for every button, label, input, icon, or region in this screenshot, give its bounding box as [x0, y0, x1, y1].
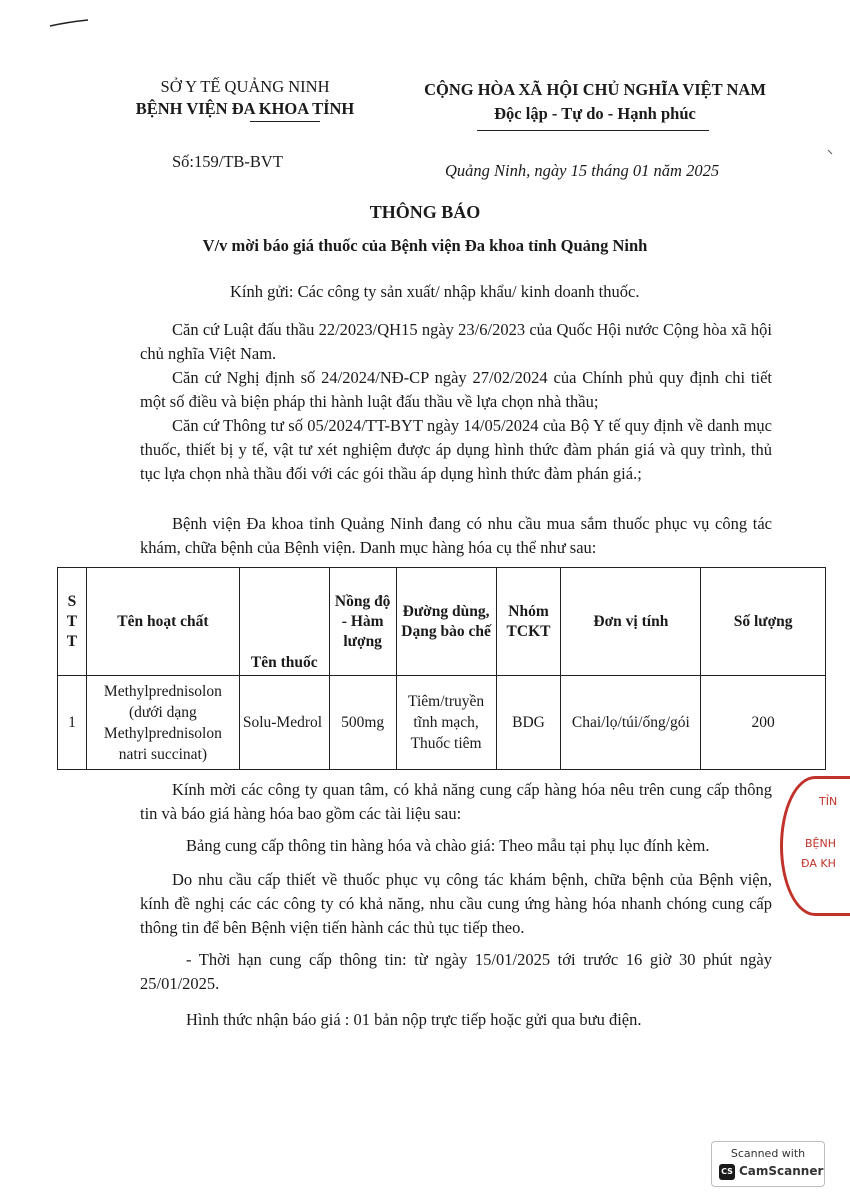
goods-table [57, 567, 826, 770]
greeting: Kính gửi: Các công ty sản xuất/ nhập khẩu/ kinh doanh thuốc. [230, 282, 640, 301]
paragraph-legal-basis-1: Căn cứ Luật đấu thầu 22/2023/QH15 ngày 23/6/2023 của Quốc Hội nước Cộng hòa xã hội chủ nghĩa Việt Nam. [140, 320, 772, 363]
official-stamp [780, 776, 850, 916]
cell-active-ingredient: Methylprednisolon (dưới dạng Methylprednisolon natri succinat) [86, 676, 239, 770]
national-header [395, 78, 795, 126]
issuer-hospital: BỆNH VIỆN ĐA KHOA TỈNH [135, 99, 355, 118]
cell-quantity: 200 [701, 676, 826, 770]
scanned-with-label: Scanned with [730, 1147, 806, 1160]
header-quantity: Số lượng [701, 568, 826, 676]
header-drug-name: Tên thuốc [239, 568, 329, 676]
issuer-block [95, 76, 395, 120]
paragraph-legal-basis-3: Căn cứ Thông tư số 05/2024/TT-BYT ngày 14/05/2024 của Bộ Y tế quy định về danh mục thuốc, thiết bị y tế, vật tư xét nghiệm được áp dụng hình thức đàm phán giá và quy trình, thủ tục lựa chọn nhà thầu đối với các gói thầu áp dụng hình thức đàm phán giá.; [140, 416, 772, 483]
cell-concentration: 500mg [329, 676, 396, 770]
scan-mark-right [826, 148, 836, 158]
paragraph-invitation: Kính mời các công ty quan tâm, có khả năng cung cấp hàng hóa nêu trên cung cấp thông tin và báo giá hàng hóa bao gồm các tài liệu sau: [140, 780, 772, 823]
document-title: THÔNG BÁO [369, 202, 481, 222]
scan-mark-top-left [48, 14, 98, 30]
paragraph-purchase-need: Bệnh viện Đa khoa tỉnh Quảng Ninh đang có nhu cầu mua sắm thuốc phục vụ công tác khám, chữa bệnh của Bệnh viện. Danh mục hàng hóa cụ thể như sau: [140, 514, 772, 557]
table-row [58, 676, 826, 770]
header-active-ingredient: Tên hoạt chất [86, 568, 239, 676]
header-group: Nhóm TCKT [496, 568, 561, 676]
stamp-text-bottom: ĐA KH [801, 857, 836, 870]
camscanner-badge [711, 1141, 825, 1187]
paragraph-deadline: - Thời hạn cung cấp thông tin: từ ngày 15/01/2025 tới trước 16 giờ 30 phút ngày 25/01/2025. [140, 950, 772, 993]
paragraph-legal-basis-2: Căn cứ Nghị định số 24/2024/NĐ-CP ngày 27/02/2024 của Chính phủ quy định chi tiết một số điều và biện pháp thi hành luật đấu thầu về lựa chọn nhà thầu; [140, 368, 772, 411]
cell-route: Tiêm/truyền tĩnh mạch, Thuốc tiêm [396, 676, 496, 770]
national-name: CỘNG HÒA XÃ HỘI CHỦ NGHĨA VIỆT NAM [424, 80, 766, 99]
camscanner-label: CamScanner [739, 1164, 824, 1178]
header-concentration: Nồng độ - Hàm lượng [329, 568, 396, 676]
header-unit: Đơn vị tính [561, 568, 701, 676]
cell-unit: Chai/lọ/túi/ống/gói [561, 676, 701, 770]
cell-drug-name: Solu-Medrol [239, 676, 329, 770]
table-header-row [58, 568, 826, 676]
cell-stt: 1 [58, 676, 87, 770]
paragraph-submission-method: Hình thức nhận báo giá : 01 bản nộp trực tiếp hoặc gửi qua bưu điện. [186, 1010, 642, 1029]
stamp-text-top: TỈN [819, 795, 838, 808]
issuer-underline [250, 121, 320, 122]
camscanner-logo-icon: CS [719, 1164, 735, 1180]
stamp-text-middle: BỆNH [805, 837, 836, 850]
national-motto: Độc lập - Tự do - Hạnh phúc [494, 104, 696, 123]
header-stt: S T T [58, 568, 87, 676]
issuer-department: SỞ Y TẾ QUẢNG NINH [160, 77, 330, 96]
date-line: Quảng Ninh, ngày 15 tháng 01 năm 2025 [445, 161, 720, 180]
paragraph-price-table: Bảng cung cấp thông tin hàng hóa và chào giá: Theo mẫu tại phụ lục đính kèm. [186, 836, 710, 855]
cell-group: BDG [496, 676, 561, 770]
header-route: Đường dùng, Dạng bào chế [396, 568, 496, 676]
paragraph-urgent-request: Do nhu cầu cấp thiết về thuốc phục vụ công tác khám bệnh, chữa bệnh của Bệnh viện, kính đề nghị các các công ty có khả năng, nhu cầu cung ứng hàng hóa nhanh chóng cung cấp thông tin để bên Bệnh viện tiến hành các thủ tục tiếp theo. [140, 870, 772, 937]
motto-underline [477, 130, 709, 131]
document-number: Số:159/TB-BVT [172, 152, 283, 171]
document-subtitle: V/v mời báo giá thuốc của Bệnh viện Đa khoa tỉnh Quảng Ninh [202, 236, 648, 255]
